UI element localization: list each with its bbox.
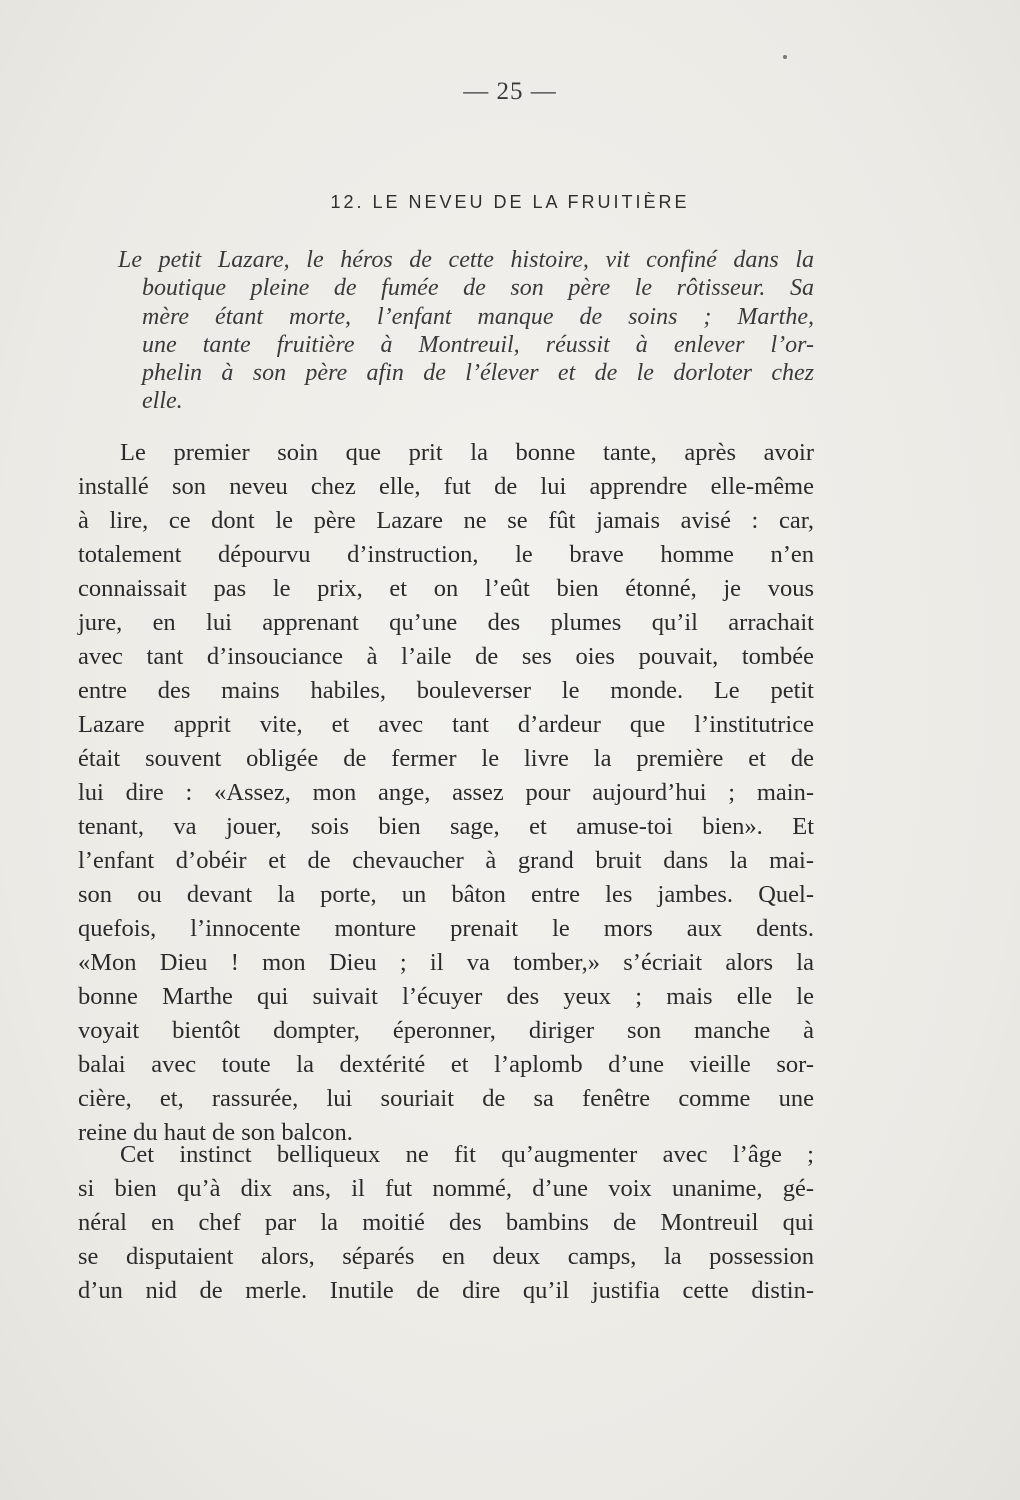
text-line: se disputaient alors, séparés en deux camps, la possession xyxy=(78,1243,814,1270)
text-line: si bien qu’à dix ans, il fut nommé, d’une voix unanime, gé- xyxy=(78,1175,814,1202)
text-line: à lire, ce dont le père Lazare ne se fût jamais avisé : car, xyxy=(78,507,814,534)
text-line: quefois, l’innocente monture prenait le mors aux dents. xyxy=(78,915,814,942)
paragraph-2 xyxy=(78,1138,814,1308)
text-line: entre des mains habiles, bouleverser le monde. Le petit xyxy=(78,677,814,704)
text-line: Le premier soin que prit la bonne tante, après avoir xyxy=(120,439,814,466)
summary-line: Le petit Lazare, le héros de cette histoire, vit confiné dans la xyxy=(118,247,814,273)
paragraph-1 xyxy=(78,436,814,1150)
chapter-title: 12. LE NEVEU DE LA FRUITIÈRE xyxy=(330,192,690,212)
text-line: «Mon Dieu ! mon Dieu ; il va tomber,» s’écriait alors la xyxy=(78,949,814,976)
summary-line: elle. xyxy=(142,388,183,415)
text-line: reine du haut de son balcon. xyxy=(78,1119,353,1146)
text-line: était souvent obligée de fermer le livre la première et de xyxy=(78,745,814,772)
ink-speck xyxy=(783,55,787,59)
text-line: d’un nid de merle. Inutile de dire qu’il justifia cette distin- xyxy=(78,1277,814,1304)
text-line: connaissait pas le prix, et on l’eût bien étonné, je vous xyxy=(78,575,814,602)
summary-line: phelin à son père afin de l’élever et de le dorloter chez xyxy=(142,360,814,387)
text-line: totalement dépourvu d’instruction, le brave homme n’en xyxy=(78,541,814,568)
text-line: lui dire : «Assez, mon ange, assez pour aujourd’hui ; main- xyxy=(78,779,814,806)
text-line: tenant, va jouer, sois bien sage, et amuse-toi bien». Et xyxy=(78,813,814,840)
summary-line: boutique pleine de fumée de son père le rôtisseur. Sa xyxy=(142,275,814,302)
text-line: balai avec toute la dextérité et l’aplomb d’une vieille sor- xyxy=(78,1051,814,1078)
text-line: voyait bientôt dompter, éperonner, diriger son manche à xyxy=(78,1017,814,1044)
summary-line: mère étant morte, l’enfant manque de soins ; Marthe, xyxy=(142,303,814,330)
text-line: Lazare apprit vite, et avec tant d’ardeur que l’institutrice xyxy=(78,711,814,738)
text-line: l’enfant d’obéir et de chevaucher à grand bruit dans la mai- xyxy=(78,847,814,874)
chapter-summary xyxy=(118,246,814,416)
text-line: installé son neveu chez elle, fut de lui apprendre elle-même xyxy=(78,473,814,500)
text-line: son ou devant la porte, un bâton entre les jambes. Quel- xyxy=(78,881,814,908)
text-line: jure, en lui apprenant qu’une des plumes qu’il arrachait xyxy=(78,609,814,636)
summary-line: une tante fruitière à Montreuil, réussit à enlever l’or- xyxy=(142,331,814,358)
text-line: bonne Marthe qui suivait l’écuyer des yeux ; mais elle le xyxy=(78,983,814,1010)
text-line: cière, et, rassurée, lui souriait de sa fenêtre comme une xyxy=(78,1085,814,1112)
text-line: Cet instinct belliqueux ne fit qu’augmenter avec l’âge ; xyxy=(120,1141,814,1168)
text-line: néral en chef par la moitié des bambins de Montreuil qui xyxy=(78,1209,814,1236)
text-line: avec tant d’insouciance à l’aile de ses oies pouvait, tombée xyxy=(78,643,814,670)
page-number: — 25 — xyxy=(463,78,557,105)
